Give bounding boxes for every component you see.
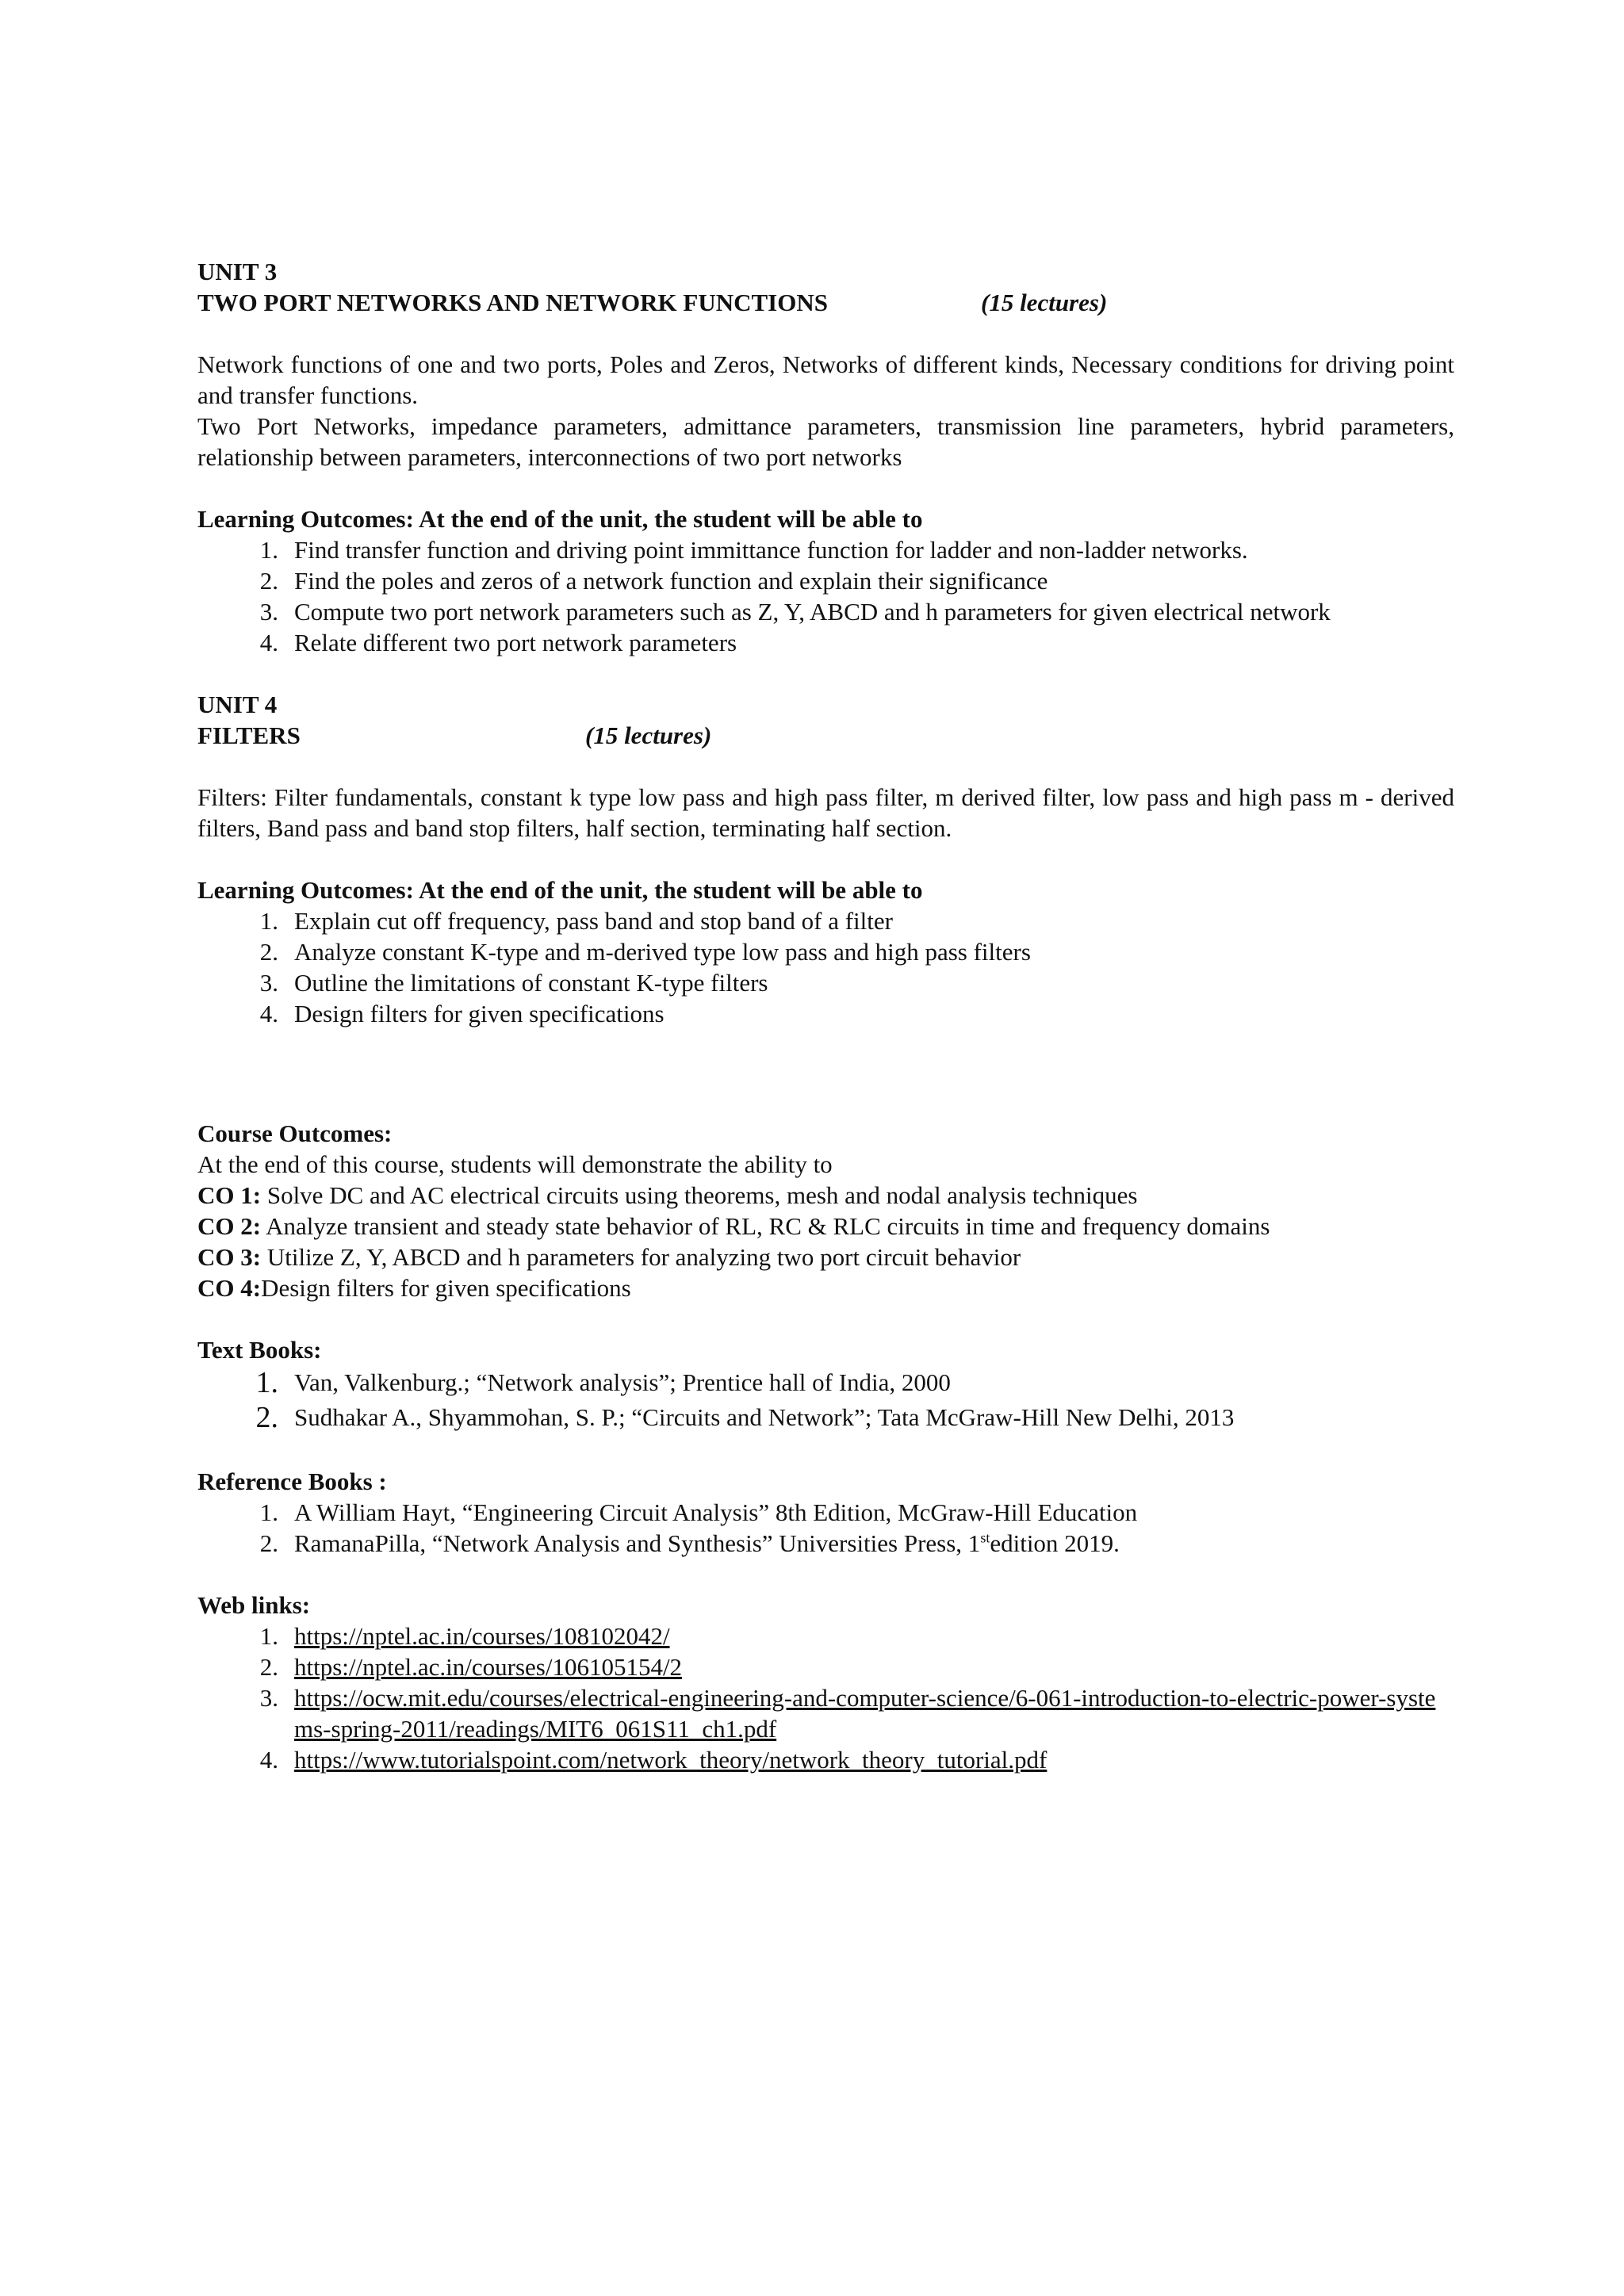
list-item: 1. A William Hayt, “Engineering Circuit Analysis” 8th Edition, McGraw-Hill Education <box>259 1498 1138 1526</box>
list-item: 1. Explain cut off frequency, pass band and stop band of a filter <box>259 907 893 935</box>
list-item: 2. Find the poles and zeros of a network function and explain their significance <box>259 567 1048 595</box>
course-outcome-2: CO 2: Analyze transient and steady state behavior of RL, RC & RLC circuits in time and frequency domains <box>197 1212 1270 1240</box>
list-item: 2. RamanaPilla, “Network Analysis and Synthesis” Universities Press, 1stedition 2019. <box>259 1529 1120 1557</box>
text-books-heading: Text Books: <box>197 1336 322 1364</box>
web-links-list <box>197 1621 1454 1775</box>
course-outcome-1: CO 1: Solve DC and AC electrical circuits using theorems, mesh and nodal analysis techniques <box>197 1181 1138 1209</box>
unit3-paragraph-1: Network functions of one and two ports, Poles and Zeros, Networks of different kinds, Necessary conditions for driving point and transfer functions. <box>197 350 1454 409</box>
list-item: 3. Compute two port network parameters such as Z, Y, ABCD and h parameters for given electrical network <box>259 598 1331 626</box>
web-link-4[interactable]: https://www.tutorialspoint.com/network_theory/network_theory_tutorial.pdf <box>294 1746 1048 1774</box>
reference-books-heading: Reference Books : <box>197 1468 387 1495</box>
reference-books-list <box>197 1497 1454 1559</box>
list-item: 1. Find transfer function and driving point immittance function for ladder and non-ladder networks. <box>259 536 1248 564</box>
course-outcome-4: CO 4:Design filters for given specifications <box>197 1274 631 1302</box>
unit3-heading <box>197 287 1454 318</box>
course-outcomes-heading: Course Outcomes: <box>197 1119 393 1147</box>
unit4-title: FILTERS <box>197 721 301 749</box>
list-item: 2. Analyze constant K-type and m-derived type low pass and high pass filters <box>259 938 1031 966</box>
unit4-label: UNIT 4 <box>197 691 278 718</box>
web-link-2[interactable]: https://nptel.ac.in/courses/106105154/2 <box>294 1653 683 1681</box>
web-link-1[interactable]: https://nptel.ac.in/courses/108102042/ <box>294 1622 670 1650</box>
list-item: 1. Van, Valkenburg.; “Network analysis”; Prentice hall of India, 2000 <box>255 1366 951 1399</box>
list-item: 3. Outline the limitations of constant K-type filters <box>259 969 768 997</box>
list-item: 4. https://www.tutorialspoint.com/network_theory/network_theory_tutorial.pdf <box>259 1746 1048 1774</box>
unit3-title: TWO PORT NETWORKS AND NETWORK FUNCTIONS <box>197 289 828 316</box>
web-link-3[interactable]: https://ocw.mit.edu/courses/electrical-engineering-and-computer-science/6-061-introduction-to-electric-power-systems-spring-2011/readings/MIT6_061S11_ch1.pdf <box>294 1684 1436 1743</box>
unit4-outcomes-heading: Learning Outcomes: At the end of the unit, the student will be able to <box>197 876 923 904</box>
unit3-outcomes-list <box>197 534 1454 658</box>
unit3-outcomes-heading: Learning Outcomes: At the end of the unit, the student will be able to <box>197 505 923 533</box>
text-books-list <box>197 1365 1454 1435</box>
list-item: 3. https://ocw.mit.edu/courses/electrical-engineering-and-computer-science/6-061-introduction-to-electric-power-systems-spring-2011/readings/MIT6_061S11_ch1.pdf <box>259 1684 1436 1743</box>
list-item: 4. Relate different two port network parameters <box>259 629 737 656</box>
unit3-paragraph-2: Two Port Networks, impedance parameters, admittance parameters, transmission line parameters, hybrid parameters, relationship between parameters, interconnections of two port networks <box>197 412 1454 471</box>
course-outcomes-intro: At the end of this course, students will demonstrate the ability to <box>197 1150 833 1178</box>
course-outcome-3: CO 3: Utilize Z, Y, ABCD and h parameters for analyzing two port circuit behavior <box>197 1243 1021 1271</box>
web-links-heading: Web links: <box>197 1591 311 1619</box>
unit3-lectures: (15 lectures) <box>981 289 1108 316</box>
list-item: 2. https://nptel.ac.in/courses/106105154/2 <box>259 1653 683 1681</box>
unit4-lectures: (15 lectures) <box>585 721 712 749</box>
page-content <box>197 256 1454 1775</box>
list-item: 2. Sudhakar A., Shyammohan, S. P.; “Circuits and Network”; Tata McGraw-Hill New Delhi, 2013 <box>255 1401 1235 1434</box>
unit4-outcomes-list <box>197 905 1454 1029</box>
list-item: 1. https://nptel.ac.in/courses/108102042/ <box>259 1622 670 1650</box>
unit4-paragraph-1: Filters: Filter fundamentals, constant k type low pass and high pass filter, m derived filter, low pass and high pass m - derived filters, Band pass and band stop filters, half section, terminating half section. <box>197 783 1454 842</box>
unit4-heading <box>197 720 1454 751</box>
unit3-label: UNIT 3 <box>197 258 278 285</box>
list-item: 4. Design filters for given specifications <box>259 1000 665 1027</box>
